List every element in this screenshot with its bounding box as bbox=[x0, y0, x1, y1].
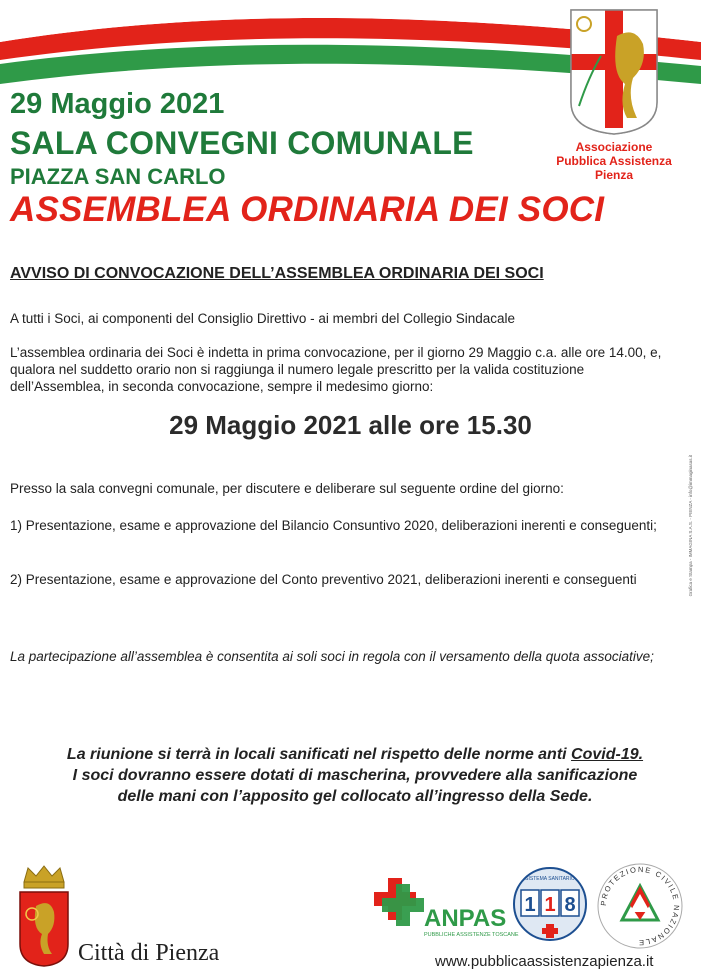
emergency-118-logo bbox=[512, 866, 588, 942]
covid-link-text: Covid-19. bbox=[571, 746, 644, 763]
covid-notice bbox=[20, 744, 690, 807]
association-name-line3: Pienza bbox=[594, 168, 633, 182]
covid-line2-text: I soci dovranno essere dotati di mascherina, provvedere alla sanificazione bbox=[72, 767, 638, 784]
emergency-digit-2: 1 bbox=[544, 894, 556, 916]
association-name-line1: Associazione bbox=[575, 140, 653, 154]
association-crest-logo bbox=[565, 6, 663, 136]
anpas-subtitle: PUBBLICHE ASSISTENZE TOSCANE bbox=[424, 932, 519, 938]
association-name-line2: Pubblica Assistenza bbox=[556, 154, 672, 168]
venue-heading: SALA CONVEGNI COMUNALE bbox=[10, 125, 474, 161]
notice-title: AVVISO DI CONVOCAZIONE DELL’ASSEMBLEA ORDINARIA DEI SOCI bbox=[10, 265, 544, 282]
printer-credit: Grafica e Stampa - IMMAGINA S.A.S. - PIENZA - info@immaginasas.it bbox=[688, 455, 693, 597]
meeting-time-heading: 29 Maggio 2021 alle ore 15.30 bbox=[169, 410, 532, 440]
recipients-paragraph: A tutti i Soci, ai componenti del Consiglio Direttivo - ai membri del Collegio Sindacale bbox=[10, 311, 515, 326]
protezione-civile-ring-text: PROTEZIONE CIVILE NAZIONALE bbox=[598, 864, 682, 948]
agenda-item-2: 2) Presentazione, esame e approvazione del Conto preventivo 2021, deliberazioni inerenti e conseguenti bbox=[10, 572, 637, 587]
anpas-name: ANPAS bbox=[424, 905, 507, 932]
pienza-city-crest-logo bbox=[14, 862, 74, 968]
event-date-heading: 29 Maggio 2021 bbox=[10, 88, 225, 120]
covid-line3-text: delle mani con l’apposito gel collocato all’ingresso della Sede. bbox=[117, 788, 593, 805]
agenda-item-1: 1) Presentazione, esame e approvazione del Bilancio Consuntivo 2020, deliberazioni inerenti e conseguenti; bbox=[10, 518, 657, 533]
covid-line1-text: La riunione si terrà in locali sanificati nel rispetto delle norme anti bbox=[66, 746, 572, 763]
city-name: Città di Pienza bbox=[78, 940, 220, 966]
emergency-digit-3: 8 bbox=[564, 894, 576, 916]
emergency-top-label: SISTEMA SANITARIO bbox=[525, 876, 575, 882]
emergency-digit-1: 1 bbox=[524, 894, 536, 916]
participation-paragraph: La partecipazione all’assemblea è consentita ai soli soci in regola con il versamento della quota associative; bbox=[10, 649, 654, 664]
convocation-paragraph: L’assemblea ordinaria dei Soci è indetta in prima convocazione, per il giorno 29 Maggio c.a. alle ore 14.00, e, qualora nel suddetto orario non si raggiunga il numero legale prescritto per la valida costituzione dell’Assemblea, in seconda convocazione, sempre il medesimo giorno: bbox=[10, 345, 662, 394]
website-link[interactable]: www.pubblicaassistenzapienza.it bbox=[435, 953, 654, 970]
square-heading: PIAZZA SAN CARLO bbox=[10, 164, 226, 189]
anpas-logo bbox=[372, 868, 519, 940]
assembly-title: ASSEMBLEA ORDINARIA DEI SOCI bbox=[10, 190, 605, 229]
association-name bbox=[538, 140, 690, 182]
agenda-intro-paragraph: Presso la sala convegni comunale, per discutere e deliberare sul seguente ordine del giorno: bbox=[10, 481, 564, 496]
protezione-civile-logo bbox=[596, 862, 684, 950]
